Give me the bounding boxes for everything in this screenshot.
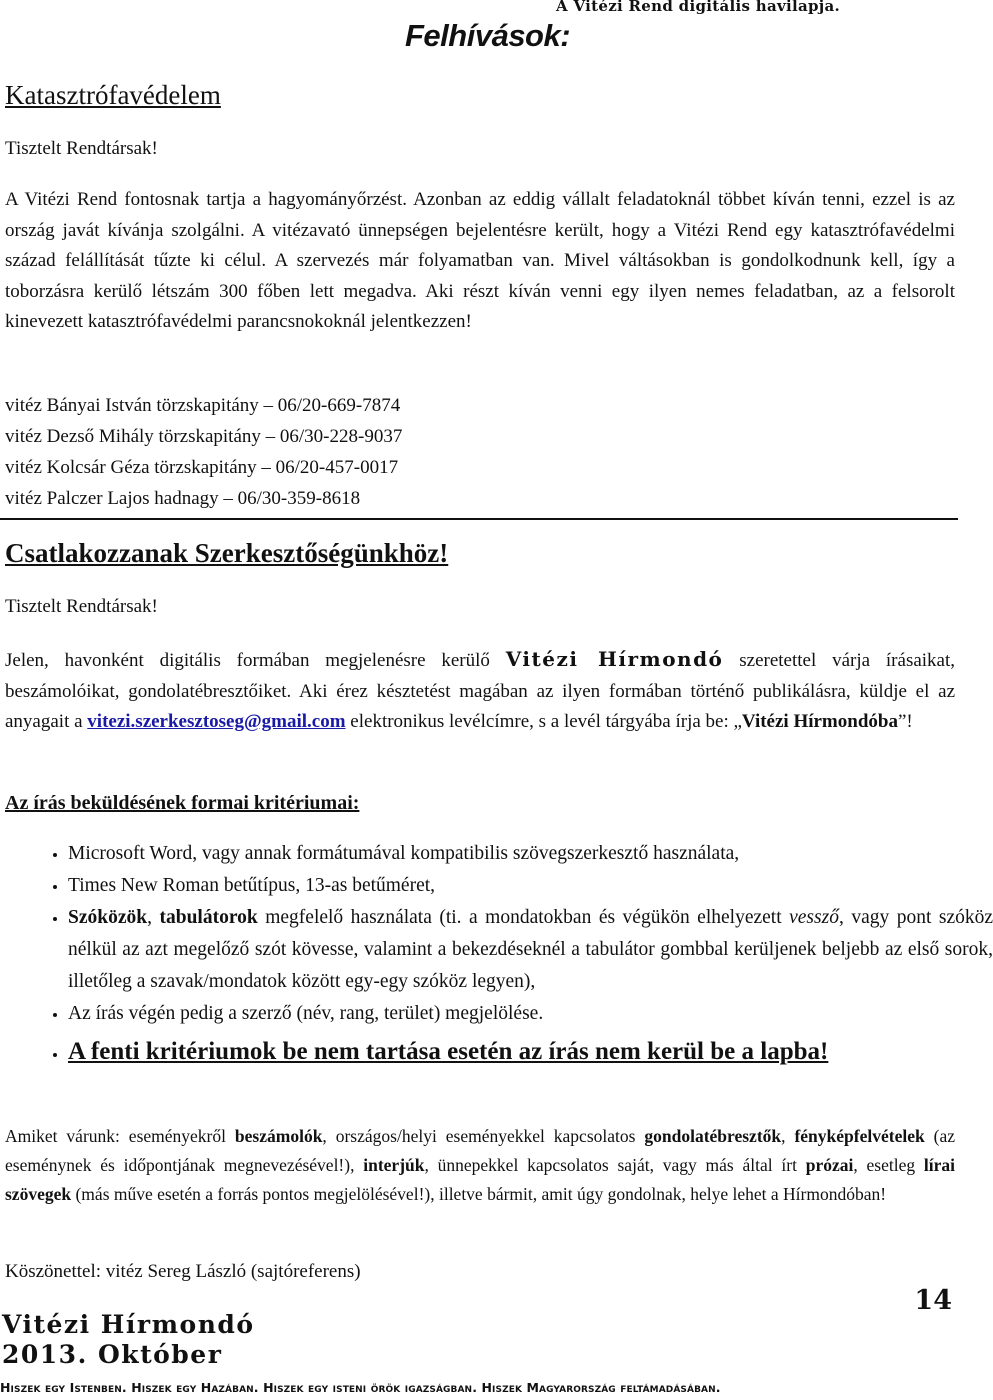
footer-brand: Vitézi Hírmondó [2, 1310, 255, 1339]
criteria-list [30, 838, 993, 1068]
wishlist-paragraph [5, 1122, 955, 1209]
footer-motto: Hiszek egy Istenben. Hiszek egy Hazában. Hiszek egy isteni örök igazságban. Hiszek Magyarország feltámadásában. [0, 1380, 721, 1395]
criteria-item [68, 902, 993, 998]
paragraph-text: elektronikus levélcímre, s a levél tárgyába írja be: „ [350, 711, 742, 732]
wish-bold: lírai szövegek [5, 1155, 955, 1204]
section2-greeting: Tisztelt Rendtársak! [5, 596, 158, 617]
wish-text: , [781, 1126, 795, 1146]
section-title-join-editorial: Csatlakozzanak Szerkesztőségünkhöz! [5, 538, 449, 568]
section2-paragraph [5, 644, 955, 738]
wish-bold: interjúk [363, 1155, 425, 1175]
paragraph-text: szeretettel várja írásaikat, beszámolóikat, gondolatébresztőiket. Aki érez késztetést magában az ilyen formában történő publikálásra, küldje el az anyagait a [5, 650, 956, 732]
wish-bold: gondolatébresztők [644, 1126, 782, 1146]
criteria-text: , vagy pont szóköz nélkül az azt megelőző szót kövesse, valamint a bekezdéseknél a tabulátor gombbal kerüljenek beljebb az első sorok, illetőleg a szavak/mondatok között egy-egy szóköz legyen), [68, 907, 993, 992]
wish-text: (az eseménynek és időpontjának megnevezésével!), [5, 1126, 955, 1175]
wish-text: , ünnepekkel kapcsolatos saját, vagy más által írt [424, 1155, 806, 1175]
criteria-item: • Times New Roman betűtípus, 13-as betűméret, [68, 870, 993, 902]
paragraph-text: ”! [897, 711, 913, 732]
email-link[interactable]: vitezi.szerkesztoseg@gmail.com [87, 711, 346, 732]
criteria-item: • Microsoft Word, vagy annak formátumával kompatibilis szövegszerkesztő használata, [68, 838, 993, 870]
criteria-italic: vessző [789, 907, 839, 928]
criteria-warning: • A fenti kritériumok be nem tartása esetén az írás nem kerül be a lapba! [68, 1036, 993, 1068]
section-title-disaster-management: Katasztrófavédelem [5, 80, 221, 110]
criteria-text: megfelelő használata (ti. a mondatokban és végükön elhelyezett [257, 907, 790, 928]
section1-paragraph: A Vitézi Rend fontosnak tartja a hagyományőrzést. Azonban az eddig vállalt feladatoknál többet kíván tenni, ezzel is az ország javát kívánja szolgálni. A vitézavató ünnepségen bejelentésre került, hogy a Vitézi Rend egy katasztrófavédelmi század felállítását tűzte ki célul. A szervezés már folyamatban van. Mivel váltásokban is gondolkodnunk kell, így a toborzásra kerülő létszám 300 főben lett megadva. Aki részt kíván venni egy ilyen nemes feladatban, az a felsorolt kinevezett katasztrófavédelmi parancsnokoknál jelentkezzen! [5, 189, 955, 332]
wish-text: , országos/helyi eseményekkel kapcsolatos [322, 1126, 645, 1146]
brand-name-inline: Vitézi Hírmondó [505, 647, 724, 671]
contact-item: vitéz Bányai István törzskapitány – 06/20-669-7874 [5, 395, 401, 416]
contact-list [5, 390, 402, 514]
subject-text: Vitézi Hírmondóba [741, 711, 898, 732]
wish-text: , esetleg [853, 1155, 924, 1175]
page-section-title: Felhívások: [405, 18, 571, 53]
criteria-title: Az írás beküldésének formai kritériumai: [5, 792, 360, 814]
criteria-text: , [147, 907, 160, 928]
footer-date: 2013. Október [2, 1340, 223, 1369]
section1-greeting: Tisztelt Rendtársak! [5, 138, 158, 159]
wish-text: Amiket várunk: eseményekről [5, 1126, 235, 1146]
wish-text: (más műve esetén a forrás pontos megjelölésével!), illetve bármit, amit úgy gondolnak, helye lehet a Hírmondóban! [71, 1184, 887, 1204]
criteria-bold: Szóközök [68, 907, 148, 928]
criteria-bold: tabulátorok [159, 907, 258, 928]
page-number: 14 [914, 1285, 952, 1316]
wish-bold: fényképfelvételek [794, 1126, 925, 1146]
contact-item: vitéz Kolcsár Géza törzskapitány – 06/20-457-0017 [5, 457, 399, 478]
wish-bold: prózai [805, 1155, 854, 1175]
contact-item: vitéz Palczer Lajos hadnagy – 06/30-359-8618 [5, 488, 361, 509]
criteria-item: • Az írás végén pedig a szerző (név, rang, terület) megjelölése. [68, 998, 993, 1030]
contact-item: vitéz Dezső Mihály törzskapitány – 06/30-228-9037 [5, 426, 403, 447]
publication-tagline: A Vitézi Rend digitális havilapja. [556, 0, 841, 15]
thanks-signature: Köszönettel: vitéz Sereg László (sajtóreferens) [5, 1261, 361, 1282]
paragraph-text: Jelen, havonként digitális formában megjelenésre kerülő [5, 650, 490, 671]
section-divider [0, 518, 958, 520]
wish-bold: beszámolók [234, 1126, 323, 1146]
